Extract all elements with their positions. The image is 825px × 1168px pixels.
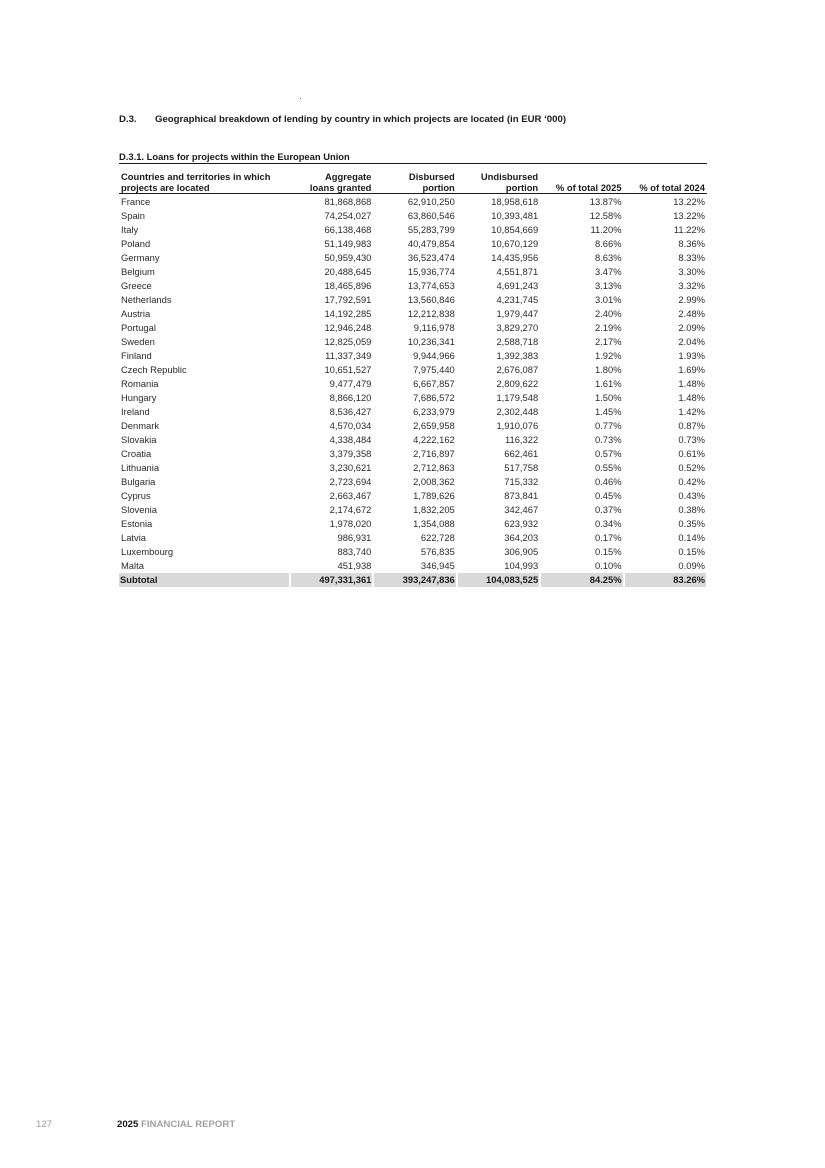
table-row — [119, 503, 707, 517]
pct-2025-cell: 2.17% — [594, 336, 622, 347]
undisbursed-cell: 623,932 — [504, 518, 539, 529]
undisbursed-cell: 10,393,481 — [491, 210, 539, 221]
pct-2024-cell: 0.09% — [678, 560, 705, 571]
aggregate-loans-cell: 3,230,621 — [329, 462, 372, 473]
header-pct-2024 — [624, 166, 707, 194]
subtotal-disbursed-cell — [373, 573, 456, 587]
country-cell: Austria — [121, 308, 151, 319]
header-line: projects are located — [121, 182, 210, 193]
subtotal-value: 84.25% — [541, 573, 622, 587]
table-row — [119, 461, 707, 475]
pct-2025-cell: 0.17% — [594, 532, 622, 543]
undisbursed-cell: 18,958,618 — [491, 196, 539, 207]
undisbursed-cell: 1,910,076 — [496, 420, 539, 431]
undisbursed-cell: 306,905 — [504, 546, 539, 557]
disbursed-cell: 2,008,362 — [413, 476, 455, 487]
pct-2024-cell: 0.73% — [678, 434, 705, 445]
pct-2025-cell: 1.50% — [594, 392, 622, 403]
undisbursed-cell: 104,993 — [504, 560, 539, 571]
table-row — [119, 223, 707, 237]
aggregate-loans-cell: 17,792,591 — [324, 294, 372, 305]
disbursed-cell: 7,686,572 — [413, 392, 455, 403]
subtotal-value: 497,331,361 — [291, 573, 372, 587]
subtotal-row — [119, 573, 707, 587]
pct-2025-cell: 1.92% — [594, 350, 622, 361]
disbursed-cell: 62,910,250 — [407, 196, 455, 207]
country-cell: Croatia — [121, 448, 152, 459]
pct-2025-cell: 0.46% — [594, 476, 622, 487]
aggregate-loans-cell: 883,740 — [337, 546, 372, 557]
pct-2024-cell: 0.87% — [678, 420, 705, 431]
table-row — [119, 419, 707, 433]
disbursed-cell: 15,936,774 — [407, 266, 455, 277]
country-cell: Ireland — [121, 406, 150, 417]
disbursed-cell: 6,667,857 — [413, 378, 455, 389]
undisbursed-cell: 116,322 — [504, 434, 539, 445]
disbursed-cell: 12,212,838 — [407, 308, 455, 319]
undisbursed-cell: 4,231,745 — [496, 294, 539, 305]
disbursed-cell: 9,944,966 — [413, 350, 455, 361]
pct-2024-cell: 2.99% — [678, 294, 705, 305]
aggregate-loans-cell: 12,825,059 — [324, 336, 372, 347]
undisbursed-cell: 1,979,447 — [496, 308, 539, 319]
country-cell: Bulgaria — [121, 476, 156, 487]
country-cell: Estonia — [121, 518, 153, 529]
undisbursed-cell: 2,302,448 — [496, 406, 539, 417]
pct-2024-cell: 1.93% — [678, 350, 705, 361]
subtotal-country-cell — [119, 573, 290, 587]
pct-2025-cell: 12.58% — [589, 210, 622, 221]
aggregate-loans-cell: 11,337,349 — [325, 350, 372, 361]
table-body — [119, 194, 707, 588]
table-row — [119, 265, 707, 279]
page-number: 127 — [36, 1119, 53, 1130]
undisbursed-cell: 1,179,548 — [496, 392, 539, 403]
disbursed-cell: 36,523,474 — [407, 252, 455, 263]
aggregate-loans-cell: 2,663,467 — [329, 490, 372, 501]
aggregate-loans-cell: 50,959,430 — [324, 252, 372, 263]
subsection-title: D.3.1. Loans for projects within the European Union — [119, 151, 707, 164]
disbursed-cell: 2,716,897 — [413, 448, 455, 459]
country-cell: Slovakia — [121, 434, 157, 445]
header-line: Countries and territories in which — [121, 171, 271, 182]
country-cell: Italy — [121, 224, 139, 235]
disbursed-cell: 63,860,546 — [407, 210, 455, 221]
table-row — [119, 293, 707, 307]
table-row — [119, 321, 707, 335]
country-cell: Finland — [121, 350, 152, 361]
table-row — [119, 377, 707, 391]
aggregate-loans-cell: 1,978,020 — [329, 518, 372, 529]
pct-2024-cell: 1.48% — [678, 392, 705, 403]
header-aggregate-loans — [290, 166, 373, 194]
aggregate-loans-cell: 4,570,034 — [329, 420, 372, 431]
aggregate-loans-cell: 14,192,285 — [324, 308, 372, 319]
country-cell: Sweden — [121, 336, 155, 347]
pct-2025-cell: 0.45% — [594, 490, 622, 501]
subtotal-value: Subtotal — [119, 573, 289, 587]
country-cell: Luxembourg — [121, 546, 174, 557]
pct-2025-cell: 3.01% — [594, 294, 622, 305]
table-row — [119, 391, 707, 405]
subtotal-pct-2025-cell — [540, 573, 623, 587]
disbursed-cell: 1,354,088 — [413, 518, 455, 529]
table-row — [119, 363, 707, 377]
aggregate-loans-cell: 74,254,027 — [324, 210, 372, 221]
aggregate-loans-cell: 81,868,868 — [324, 196, 372, 207]
pct-2025-cell: 0.15% — [594, 546, 622, 557]
disbursed-cell: 6,233,979 — [413, 406, 455, 417]
disbursed-cell: 1,832,205 — [413, 504, 455, 515]
table-row — [119, 559, 707, 573]
subtotal-undisbursed-cell — [457, 573, 540, 587]
subtotal-aggregate-loans-cell — [290, 573, 373, 587]
country-cell: Cyprus — [121, 490, 151, 501]
disbursed-cell: 622,728 — [420, 532, 455, 543]
table-row — [119, 489, 707, 503]
pct-2024-cell: 3.32% — [678, 280, 705, 291]
country-cell: Latvia — [121, 532, 147, 543]
pct-2024-cell: 0.15% — [678, 546, 705, 557]
table-row — [119, 531, 707, 545]
aggregate-loans-cell: 18,465,896 — [324, 280, 372, 291]
pct-2024-cell: 13.22% — [673, 210, 705, 221]
table-row — [119, 433, 707, 447]
aggregate-loans-cell: 451,938 — [337, 560, 372, 571]
page-footer — [36, 1119, 235, 1130]
pct-2025-cell: 13.87% — [589, 196, 622, 207]
aggregate-loans-cell: 51,149,983 — [324, 238, 372, 249]
header-undisbursed — [457, 166, 540, 194]
header-line: loans granted — [309, 182, 372, 193]
undisbursed-cell: 4,551,871 — [496, 266, 539, 277]
pct-2025-cell: 0.73% — [594, 434, 622, 445]
header-country — [119, 166, 290, 194]
pct-2025-cell: 0.57% — [594, 448, 622, 459]
table-row — [119, 349, 707, 363]
undisbursed-cell: 10,670,129 — [491, 238, 539, 249]
table-row — [119, 307, 707, 321]
pct-2025-cell: 0.10% — [594, 560, 622, 571]
country-cell: Lithuania — [121, 462, 160, 473]
country-cell: Belgium — [121, 266, 155, 277]
stray-dot-mark — [300, 98, 301, 99]
pct-2024-cell: 11.22% — [673, 224, 705, 235]
pct-2024-cell: 13.22% — [673, 196, 705, 207]
undisbursed-cell: 873,841 — [504, 490, 539, 501]
disbursed-cell: 576,835 — [420, 546, 455, 557]
aggregate-loans-cell: 986,931 — [337, 532, 372, 543]
pct-2024-cell: 1.48% — [678, 378, 705, 389]
aggregate-loans-cell: 66,138,468 — [324, 224, 372, 235]
header-line: Undisbursed — [480, 171, 539, 182]
pct-2024-cell: 8.36% — [678, 238, 705, 249]
disbursed-cell: 13,560,846 — [407, 294, 455, 305]
undisbursed-cell: 342,467 — [504, 504, 539, 515]
pct-2024-cell: 2.04% — [678, 336, 705, 347]
pct-2025-cell: 3.13% — [594, 280, 622, 291]
section-heading — [119, 114, 566, 125]
report-year: 2025 — [117, 1119, 139, 1130]
pct-2025-cell: 0.77% — [594, 420, 622, 431]
header-pct-2025 — [540, 166, 623, 194]
subtotal-value: 393,247,836 — [374, 573, 455, 587]
disbursed-cell: 4,222,162 — [413, 434, 455, 445]
country-cell: Romania — [121, 378, 159, 389]
disbursed-cell: 13,774,653 — [407, 280, 455, 291]
section-title: Geographical breakdown of lending by country in which projects are located (in EUR ‘000) — [155, 114, 567, 125]
table-row — [119, 237, 707, 251]
undisbursed-cell: 2,676,087 — [496, 364, 539, 375]
pct-2024-cell: 0.61% — [678, 448, 705, 459]
country-cell: Slovenia — [121, 504, 157, 515]
pct-2024-cell: 2.09% — [678, 322, 705, 333]
disbursed-cell: 55,283,799 — [407, 224, 455, 235]
undisbursed-cell: 4,691,243 — [496, 280, 539, 291]
undisbursed-cell: 364,203 — [504, 532, 539, 543]
undisbursed-cell: 10,854,669 — [491, 224, 539, 235]
aggregate-loans-cell: 2,174,672 — [329, 504, 372, 515]
aggregate-loans-cell: 12,946,248 — [324, 322, 372, 333]
pct-2024-cell: 0.14% — [678, 532, 705, 543]
country-cell: Czech Republic — [121, 364, 187, 375]
country-cell: Netherlands — [121, 294, 172, 305]
undisbursed-cell: 14,435,956 — [491, 252, 539, 263]
country-cell: Greece — [121, 280, 152, 291]
undisbursed-cell: 662,461 — [504, 448, 539, 459]
header-line: % of total 2024 — [639, 182, 705, 193]
header-line: Aggregate — [325, 171, 372, 182]
pct-2024-cell: 0.35% — [678, 518, 705, 529]
country-cell: Spain — [121, 210, 145, 221]
country-cell: Malta — [121, 560, 144, 571]
section-number: D.3. — [119, 114, 137, 125]
country-cell: Germany — [121, 252, 160, 263]
pct-2024-cell: 1.42% — [678, 406, 705, 417]
table-row — [119, 405, 707, 419]
undisbursed-cell: 517,758 — [504, 462, 539, 473]
pct-2024-cell: 2.48% — [678, 308, 705, 319]
pct-2025-cell: 0.55% — [594, 462, 622, 473]
aggregate-loans-cell: 9,477,479 — [329, 378, 372, 389]
aggregate-loans-cell: 20,488,645 — [324, 266, 372, 277]
country-cell: Denmark — [121, 420, 160, 431]
pct-2025-cell: 2.19% — [594, 322, 622, 333]
undisbursed-cell: 3,829,270 — [496, 322, 539, 333]
pct-2024-cell: 0.52% — [678, 462, 705, 473]
loans-table — [119, 166, 707, 587]
table-row — [119, 251, 707, 265]
disbursed-cell: 10,236,341 — [407, 336, 455, 347]
aggregate-loans-cell: 8,536,427 — [329, 406, 372, 417]
pct-2025-cell: 11.20% — [590, 224, 622, 235]
table-row — [119, 209, 707, 223]
pct-2024-cell: 8.33% — [678, 252, 705, 263]
pct-2024-cell: 0.43% — [678, 490, 705, 501]
header-line: Disbursed — [408, 171, 455, 182]
country-cell: France — [121, 196, 151, 207]
aggregate-loans-cell: 2,723,694 — [329, 476, 372, 487]
undisbursed-cell: 2,809,622 — [496, 378, 539, 389]
disbursed-cell: 7,975,440 — [413, 364, 455, 375]
aggregate-loans-cell: 8,866,120 — [329, 392, 372, 403]
disbursed-cell: 1,789,626 — [413, 490, 455, 501]
table-row — [119, 517, 707, 531]
header-disbursed — [373, 166, 456, 194]
aggregate-loans-cell: 10,651,527 — [324, 364, 372, 375]
pct-2025-cell: 1.61% — [594, 378, 622, 389]
pct-2025-cell: 8.63% — [594, 252, 622, 263]
table-row — [119, 335, 707, 349]
subtotal-value: 83.26% — [625, 573, 706, 587]
country-cell: Portugal — [121, 322, 156, 333]
header-line: % of total 2025 — [555, 182, 622, 193]
country-cell: Hungary — [121, 392, 157, 403]
aggregate-loans-cell: 4,338,484 — [329, 434, 372, 445]
pct-2025-cell: 2.40% — [594, 308, 622, 319]
disbursed-cell: 346,945 — [420, 560, 455, 571]
pct-2025-cell: 8.66% — [594, 238, 622, 249]
table-row — [119, 447, 707, 461]
table-row — [119, 545, 707, 559]
country-cell: Poland — [121, 238, 151, 249]
undisbursed-cell: 715,332 — [504, 476, 539, 487]
aggregate-loans-cell: 3,379,358 — [329, 448, 372, 459]
disbursed-cell: 9,116,978 — [413, 322, 455, 333]
pct-2024-cell: 0.38% — [678, 504, 705, 515]
pct-2024-cell: 3.30% — [678, 266, 705, 277]
undisbursed-cell: 2,588,718 — [496, 336, 539, 347]
pct-2024-cell: 1.69% — [678, 364, 705, 375]
table-row — [119, 194, 707, 210]
pct-2025-cell: 0.34% — [594, 518, 622, 529]
subtotal-pct-2024-cell — [624, 573, 707, 587]
disbursed-cell: 2,659,958 — [413, 420, 455, 431]
pct-2024-cell: 0.42% — [678, 476, 705, 487]
header-line: portion — [422, 182, 455, 193]
subtotal-value: 104,083,525 — [458, 573, 539, 587]
table-header-row — [119, 166, 707, 194]
report-label: FINANCIAL REPORT — [141, 1119, 236, 1130]
header-line: portion — [505, 182, 539, 193]
disbursed-cell: 40,479,854 — [407, 238, 455, 249]
pct-2025-cell: 1.80% — [594, 364, 622, 375]
table-row — [119, 279, 707, 293]
table-row — [119, 475, 707, 489]
pct-2025-cell: 3.47% — [594, 266, 622, 277]
disbursed-cell: 2,712,863 — [413, 462, 455, 473]
pct-2025-cell: 0.37% — [594, 504, 622, 515]
undisbursed-cell: 1,392,383 — [496, 350, 539, 361]
pct-2025-cell: 1.45% — [594, 406, 622, 417]
